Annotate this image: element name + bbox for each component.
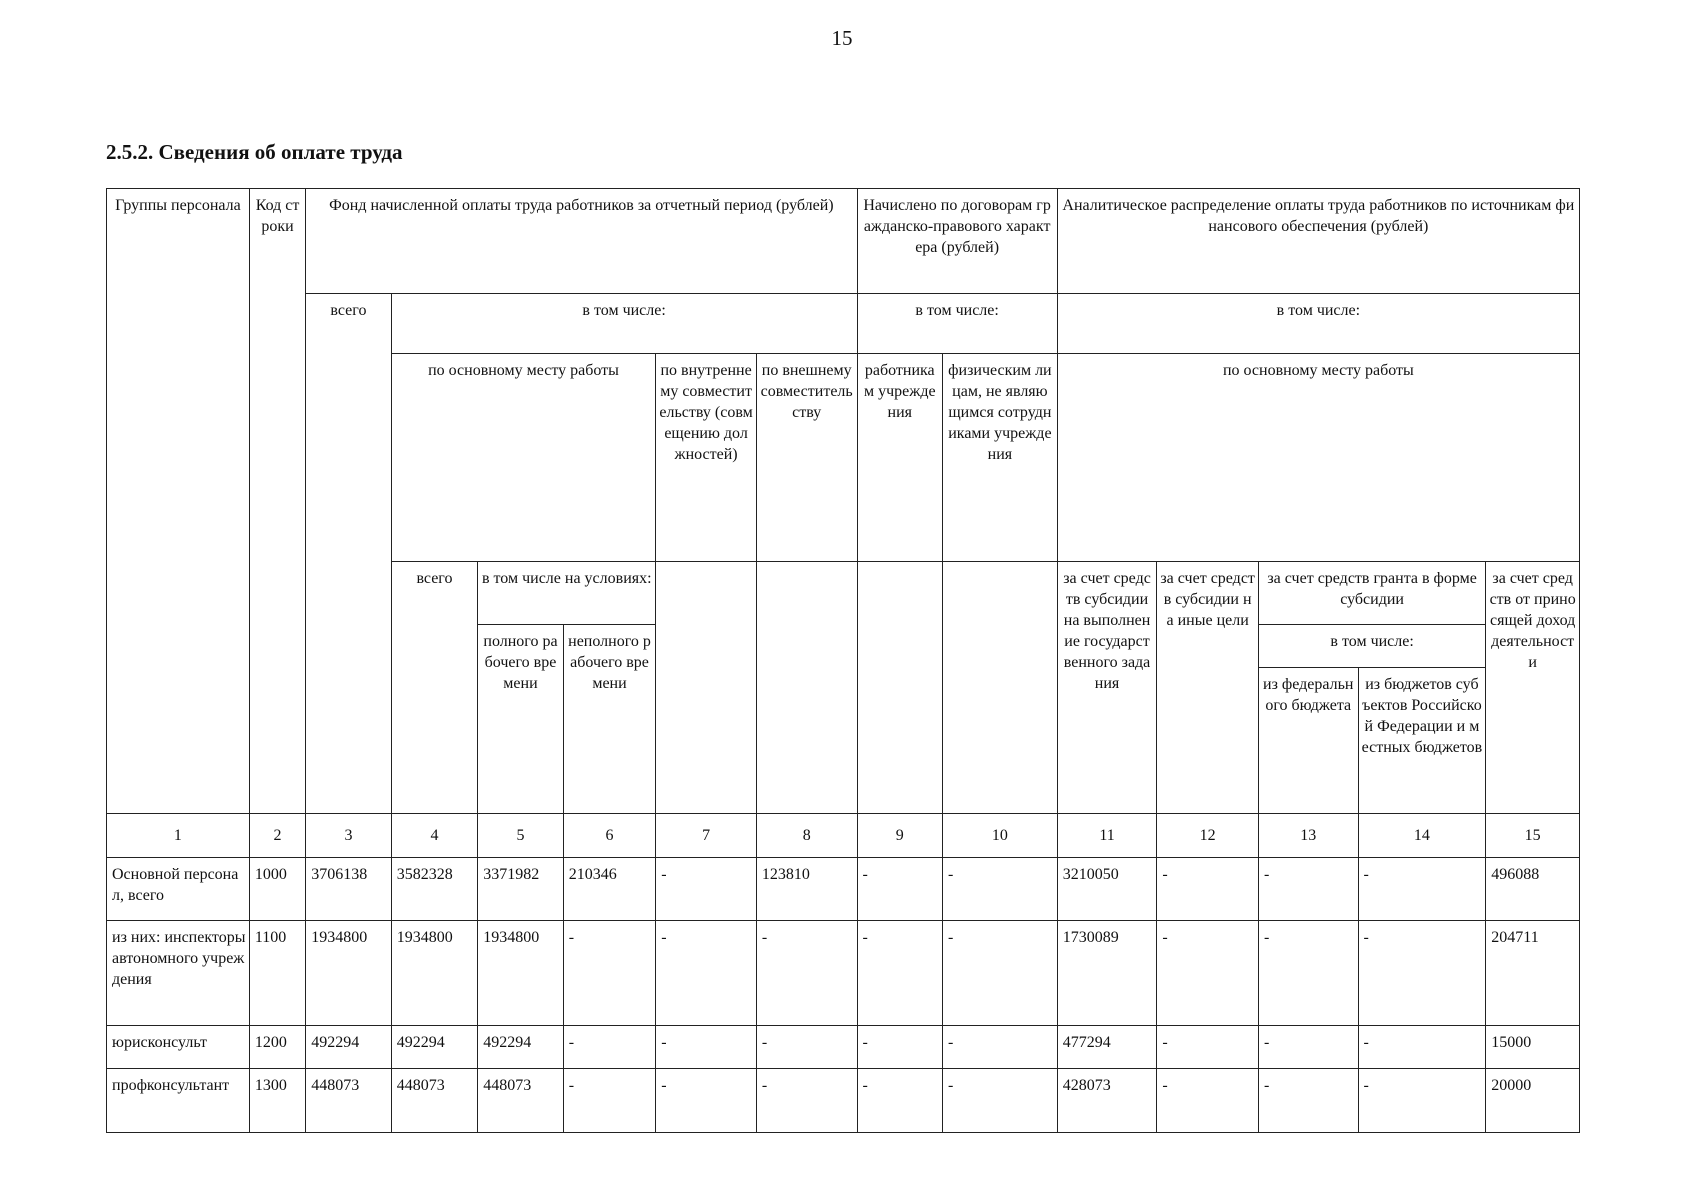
column-number: 9	[857, 814, 943, 858]
column-number: 12	[1157, 814, 1259, 858]
row-group: из них: инспекторы автономного учреждения	[107, 921, 250, 1026]
header-incl-civil: в том числе:	[857, 294, 1057, 354]
column-number: 4	[391, 814, 478, 858]
row-group: профконсультант	[107, 1069, 250, 1133]
column-number: 8	[756, 814, 857, 858]
header-main-place: по основному месту работы	[391, 354, 656, 562]
table-cell: -	[943, 1069, 1058, 1133]
table-cell: 1934800	[478, 921, 564, 1026]
payroll-table	[106, 188, 1580, 1133]
table-cell: 1300	[249, 1069, 305, 1133]
header-subsidy-state: за счет средств субсидии на выполнение государственного задания	[1057, 562, 1157, 814]
empty-cell	[857, 562, 943, 814]
column-number-row	[107, 814, 1580, 858]
header-to-employees: работникам учреждения	[857, 354, 943, 562]
header-main-place-analytic: по основному месту работы	[1057, 354, 1579, 562]
table-cell: -	[1258, 921, 1358, 1026]
table-cell: 1934800	[391, 921, 478, 1026]
table-cell: 1200	[249, 1026, 305, 1069]
table-cell: 204711	[1486, 921, 1580, 1026]
column-number: 3	[306, 814, 392, 858]
table-cell: -	[1358, 858, 1486, 921]
header-part-time: неполного рабочего времени	[563, 625, 656, 814]
column-number: 2	[249, 814, 305, 858]
table-cell: 123810	[756, 858, 857, 921]
table-cell: -	[656, 858, 757, 921]
header-total: всего	[306, 294, 392, 814]
column-number: 13	[1258, 814, 1358, 858]
table-row	[107, 858, 1580, 921]
column-number: 10	[943, 814, 1058, 858]
table-cell: -	[1157, 1026, 1259, 1069]
empty-cell	[656, 562, 757, 814]
table-cell: -	[1157, 921, 1259, 1026]
table-cell: -	[563, 1026, 656, 1069]
table-cell: -	[1358, 1026, 1486, 1069]
header-analytic: Аналитическое распределение оплаты труда работников по источникам финансового обеспечения (рублей)	[1057, 189, 1579, 294]
header-full-time: полного рабочего времени	[478, 625, 564, 814]
table-cell: -	[1358, 921, 1486, 1026]
table-cell: 3210050	[1057, 858, 1157, 921]
table-cell: -	[1358, 1069, 1486, 1133]
header-incl-analytic: в том числе:	[1057, 294, 1579, 354]
table-row	[107, 1026, 1580, 1069]
table-cell: 20000	[1486, 1069, 1580, 1133]
table-cell: 492294	[391, 1026, 478, 1069]
table-cell: -	[563, 1069, 656, 1133]
table-cell: -	[943, 1026, 1058, 1069]
header-subsidy-other: за счет средств субсидии на иные цели	[1157, 562, 1259, 814]
section-heading: 2.5.2. Сведения об оплате труда	[106, 140, 403, 164]
table-cell: -	[756, 1069, 857, 1133]
header-regional: из бюджетов субъектов Российской Федерации и местных бюджетов	[1358, 668, 1486, 814]
table-cell: 428073	[1057, 1069, 1157, 1133]
table-cell: 210346	[563, 858, 656, 921]
header-fund: Фонд начисленной оплаты труда работников за отчетный период (рублей)	[306, 189, 857, 294]
table-cell: -	[756, 1026, 857, 1069]
table-row	[107, 1069, 1580, 1133]
table-cell: -	[857, 1026, 943, 1069]
header-incl-conditions: в том числе на условиях:	[478, 562, 656, 625]
table-cell: -	[656, 1026, 757, 1069]
header-civil: Начислено по договорам гражданско-правового характера (рублей)	[857, 189, 1057, 294]
row-group: юрисконсульт	[107, 1026, 250, 1069]
table-cell: -	[1258, 858, 1358, 921]
table-cell: -	[1258, 1026, 1358, 1069]
header-external: по внешнему совместительству	[756, 354, 857, 562]
table-cell: -	[1157, 1069, 1259, 1133]
header-incl-grant: в том числе:	[1258, 625, 1485, 668]
table-cell: -	[1157, 858, 1259, 921]
table-cell: 3582328	[391, 858, 478, 921]
table-cell: 3371982	[478, 858, 564, 921]
table-cell: 1000	[249, 858, 305, 921]
row-group: Основной персонал, всего	[107, 858, 250, 921]
table-row	[107, 921, 1580, 1026]
table-cell: 1100	[249, 921, 305, 1026]
column-number: 11	[1057, 814, 1157, 858]
table-cell: 448073	[478, 1069, 564, 1133]
header-total-main: всего	[391, 562, 478, 814]
table-cell: 492294	[306, 1026, 392, 1069]
table-cell: -	[943, 858, 1058, 921]
header-incl-fund: в том числе:	[391, 294, 857, 354]
header-to-individuals: физическим лицам, не являющимся сотрудниками учреждения	[943, 354, 1058, 562]
table-cell: -	[857, 1069, 943, 1133]
table-cell: -	[857, 921, 943, 1026]
table-cell: 3706138	[306, 858, 392, 921]
table-cell: 1730089	[1057, 921, 1157, 1026]
header-income: за счет средств от приносящей доход деятельности	[1486, 562, 1580, 814]
column-number: 7	[656, 814, 757, 858]
table-cell: -	[756, 921, 857, 1026]
table-cell: 448073	[391, 1069, 478, 1133]
header-grant: за счет средств гранта в форме субсидии	[1258, 562, 1485, 625]
column-number: 6	[563, 814, 656, 858]
column-number: 14	[1358, 814, 1486, 858]
table-cell: 15000	[1486, 1026, 1580, 1069]
page-number: 15	[831, 26, 853, 50]
table-cell: -	[857, 858, 943, 921]
header-internal: по внутреннему совместительству (совмещению должностей)	[656, 354, 757, 562]
table-cell: 492294	[478, 1026, 564, 1069]
header-code: Код строки	[249, 189, 305, 814]
column-number: 5	[478, 814, 564, 858]
table-cell: -	[1258, 1069, 1358, 1133]
table-cell: -	[943, 921, 1058, 1026]
table-cell: -	[656, 1069, 757, 1133]
table-cell: 477294	[1057, 1026, 1157, 1069]
column-number: 1	[107, 814, 250, 858]
table-cell: 448073	[306, 1069, 392, 1133]
table-cell: 1934800	[306, 921, 392, 1026]
column-number: 15	[1486, 814, 1580, 858]
table-cell: 496088	[1486, 858, 1580, 921]
empty-cell	[756, 562, 857, 814]
header-federal: из федерального бюджета	[1258, 668, 1358, 814]
header-groups: Группы персонала	[107, 189, 250, 814]
table-cell: -	[563, 921, 656, 1026]
table-cell: -	[656, 921, 757, 1026]
empty-cell	[943, 562, 1058, 814]
